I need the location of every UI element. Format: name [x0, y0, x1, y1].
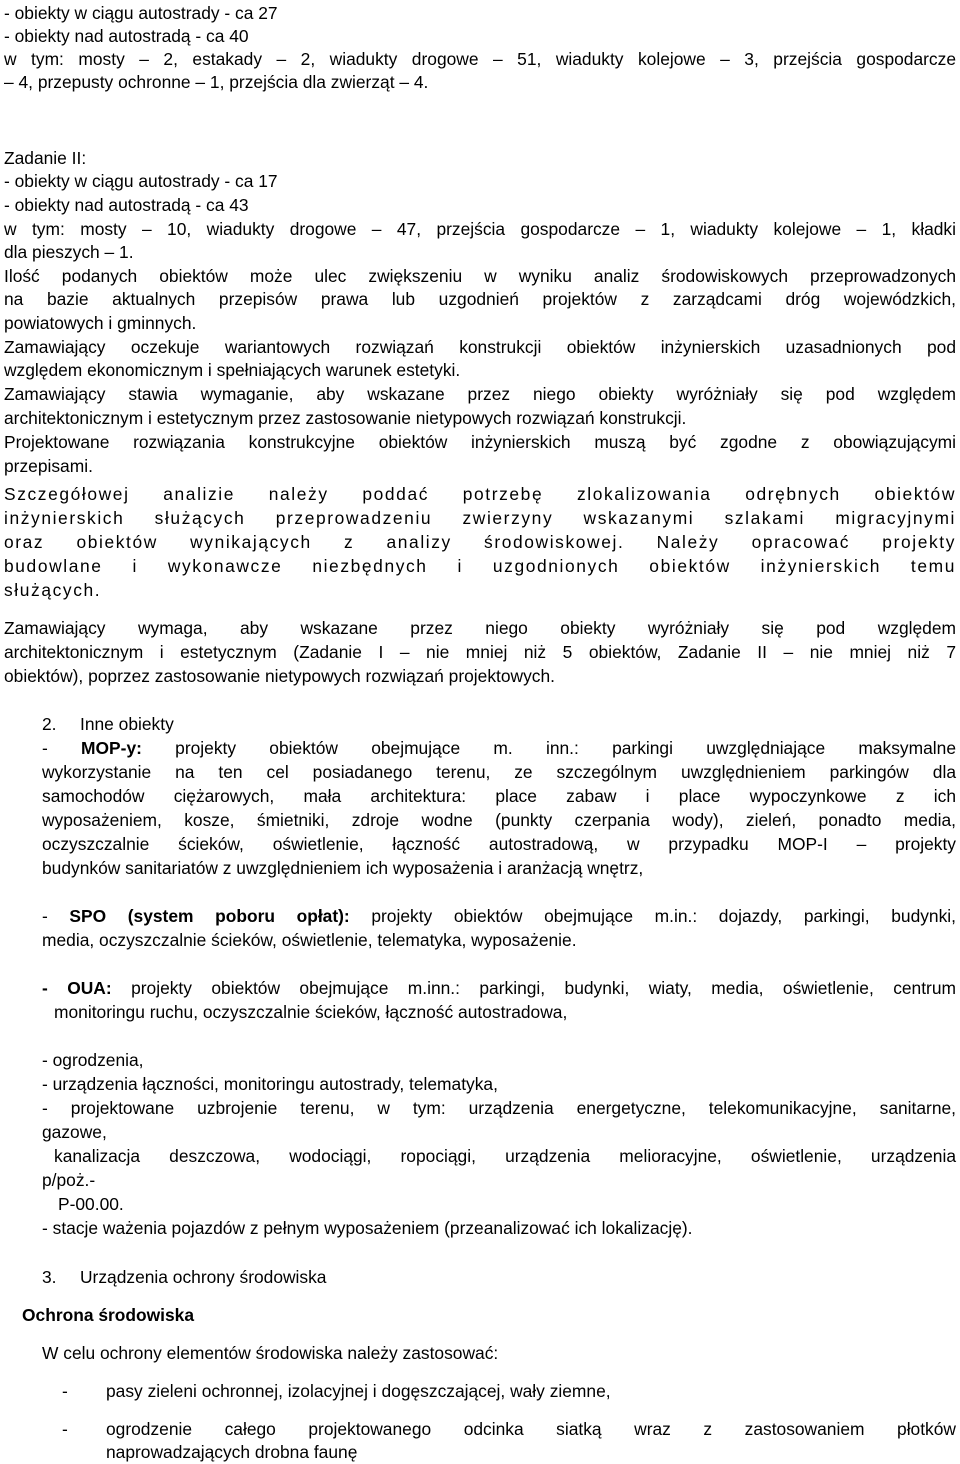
- section-title: Inne obiekty: [80, 714, 174, 734]
- list-item-line: gazowe,: [42, 1122, 107, 1142]
- paragraph-line: Szczegółowej analizie należy poddać potrzebę zlokalizowania odrębnych obiektów: [4, 484, 956, 504]
- list-item-line: media, oczyszczalnie ścieków, oświetlenie, telematyka, wyposażenie.: [42, 930, 577, 950]
- list-item: [42, 737, 956, 760]
- paragraph-line: względem ekonomicznym i spełniających warunek estetyki.: [4, 360, 461, 380]
- text-line: w tym: mosty – 10, wiadukty drogowe – 47, przejścia gospodarcze – 1, wiadukty kolejowe – 1, kładki: [4, 219, 956, 239]
- bullet-text: naprowadzających drobna faunę: [106, 1442, 358, 1462]
- item-text: projekty obiektów obejmujące m.in.: dojazdy, parkingi, budynki,: [349, 906, 956, 926]
- item-text: projekty obiektów obejmujące m. inn.: parkingi uwzględniające maksymalne: [141, 738, 956, 758]
- list-item-line: monitoringu ruchu, oczyszczalnie ścieków, łączność autostradowa,: [54, 1002, 568, 1022]
- list-number: 3.: [42, 1267, 57, 1287]
- paragraph-line: inżynierskich służących przeprowadzeniu zwierzyny wskazanymi szlakami migracyjnymi: [4, 508, 956, 528]
- text-line: - obiekty w ciągu autostrady - ca 17: [4, 171, 278, 191]
- list-item-line: wyposażeniem, kosze, śmietniki, zdroje wodne (punkty czerpania wody), zieleń, ponadto media,: [42, 810, 956, 830]
- section-heading: Zadanie II:: [4, 148, 87, 168]
- list-item: - projektowane uzbrojenie terenu, w tym: urządzenia energetyczne, telekomunikacyjne, sanitarne,: [42, 1098, 956, 1118]
- text-line: – 4, przepusty ochronne – 1, przejścia dla zwierząt – 4.: [4, 72, 429, 92]
- dash: -: [42, 738, 82, 758]
- bold-term: SPO (system poboru opłat):: [69, 906, 350, 926]
- list-item-line: oczyszczalnie ścieków, oświetlenie, łączność autostradową, w przypadku MOP-I – projekty: [42, 834, 956, 854]
- paragraph-line: architektonicznym i estetycznym przez zastosowanie nietypowych rozwiązań konstrukcji.: [4, 408, 687, 428]
- list-item-line: p/poż.-: [42, 1170, 96, 1190]
- list-item: - ogrodzenia,: [42, 1050, 144, 1070]
- list-item: - stacje ważenia pojazdów z pełnym wyposażeniem (przeanalizować ich lokalizację).: [42, 1218, 693, 1238]
- bold-term: - OUA:: [42, 978, 112, 998]
- item-text: projekty obiektów obejmujące m.inn.: parkingi, budynki, wiaty, media, oświetlenie, centrum: [111, 978, 957, 998]
- paragraph-line: na bazie aktualnych przepisów prawa lub uzgodnień projektów z zarządcami dróg wojewódzkich,: [4, 289, 956, 309]
- bold-term: MOP-y:: [81, 738, 142, 758]
- text-line: - obiekty nad autostradą - ca 43: [4, 195, 249, 215]
- paragraph-line: Projektowane rozwiązania konstrukcyjne obiektów inżynierskich muszą być zgodne z obowiązującymi: [4, 432, 956, 452]
- bullet-text: ogrodzenie całego projektowanego odcinka siatką wraz z zastosowaniem płotków: [106, 1419, 956, 1439]
- paragraph-line: budowlane i wykonawcze niezbędnych i uzgodnionych obiektów inżynierskich temu: [4, 556, 956, 576]
- paragraph-line: przepisami.: [4, 456, 93, 476]
- bullet-text: pasy zieleni ochronnej, izolacyjnej i dogęszczającej, wały ziemne,: [106, 1381, 611, 1401]
- text-line: - obiekty w ciągu autostrady - ca 27: [4, 3, 278, 23]
- list-item-line: P-00.00.: [58, 1194, 124, 1214]
- bullet-dash: -: [62, 1419, 68, 1439]
- list-item-line: wykorzystanie na ten cel posiadanego terenu, ze szczególnym uwzględnieniem parkingów dla: [42, 762, 956, 782]
- dash: -: [42, 906, 70, 926]
- list-item-line: samochodów ciężarowych, mała architektura: place zabaw i place wypoczynkowe z ich: [42, 786, 956, 806]
- list-item: - urządzenia łączności, monitoringu autostrady, telematyka,: [42, 1074, 498, 1094]
- list-item-line: budynków sanitariatów z uwzględnieniem ich wyposażenia i aranżacją wnętrz,: [42, 858, 644, 878]
- paragraph-line: Zamawiający oczekuje wariantowych rozwiązań konstrukcji obiektów inżynierskich uzasadnionych pod: [4, 337, 956, 357]
- list-number: 2.: [42, 714, 57, 734]
- list-item-line: kanalizacja deszczowa, wodociągi, ropociągi, urządzenia melioracyjne, oświetlenie, urządzenia: [54, 1146, 956, 1166]
- paragraph-line: Zamawiający stawia wymaganie, aby wskazane przez niego obiekty wyróżniały się pod względem: [4, 384, 956, 404]
- section-title: Urządzenia ochrony środowiska: [80, 1267, 327, 1287]
- list-item: [42, 977, 956, 1000]
- list-item: [42, 905, 956, 928]
- paragraph-line: architektonicznym i estetycznym (Zadanie I – nie mniej niż 5 obiektów, Zadanie II – nie mniej niż 7: [4, 642, 956, 662]
- subsection-heading: Ochrona środowiska: [22, 1305, 195, 1325]
- text-line: w tym: mosty – 2, estakady – 2, wiadukty drogowe – 51, wiadukty kolejowe – 3, przejścia gospodarcze: [4, 49, 956, 69]
- paragraph-line: W celu ochrony elementów środowiska należy zastosować:: [42, 1343, 499, 1363]
- text-line: dla pieszych – 1.: [4, 242, 134, 262]
- paragraph-line: powiatowych i gminnych.: [4, 313, 197, 333]
- paragraph-line: obiektów), poprzez zastosowanie nietypowych rozwiązań projektowych.: [4, 666, 555, 686]
- text-line: - obiekty nad autostradą - ca 40: [4, 26, 249, 46]
- paragraph-line: Ilość podanych obiektów może ulec zwiększeniu w wyniku analiz środowiskowych przeprowadzonych: [4, 266, 956, 286]
- bullet-dash: -: [62, 1381, 68, 1401]
- paragraph-line: oraz obiektów wynikających z analizy środowiskowej. Należy opracować projekty: [4, 532, 956, 552]
- paragraph-line: służących.: [4, 580, 102, 600]
- paragraph-line: Zamawiający wymaga, aby wskazane przez niego obiekty wyróżniały się pod względem: [4, 618, 956, 638]
